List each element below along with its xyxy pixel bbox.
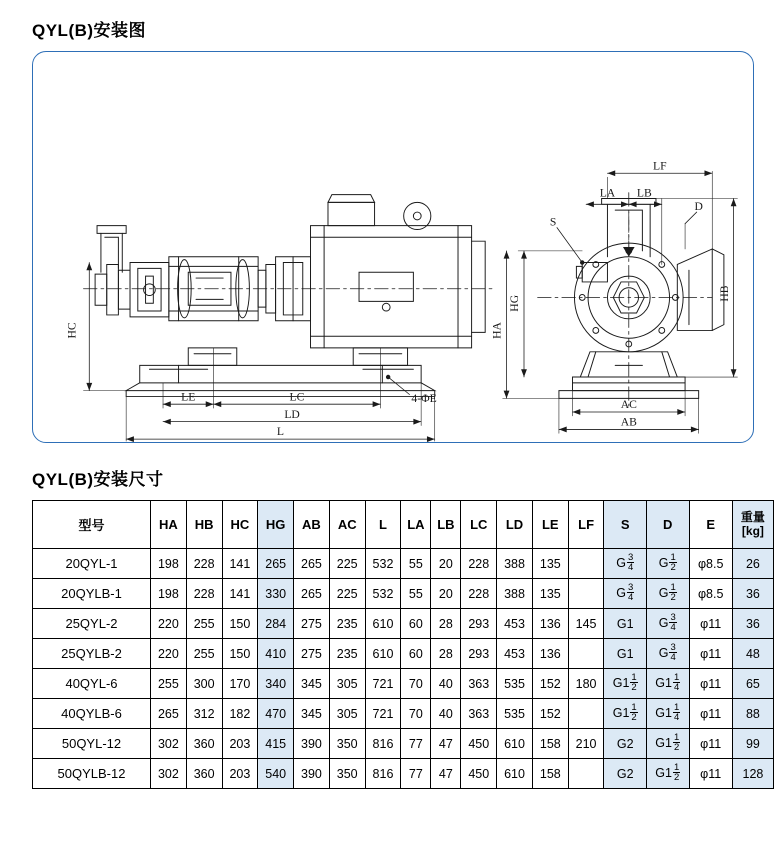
cell-lf [568, 699, 604, 729]
cell-hg: 330 [258, 579, 294, 609]
label-hc: HC [65, 322, 79, 339]
cell-d: G $\frac{3}{4}$ [646, 609, 689, 639]
cell-ac: 305 [329, 699, 365, 729]
cell-model: 25QYL-2 [33, 609, 151, 639]
label-ld: LD [284, 407, 300, 421]
cell-d: G1 $\frac{1}{2}$ [646, 729, 689, 759]
cell-ac: 235 [329, 609, 365, 639]
cell-lc: 363 [461, 669, 497, 699]
cell-hg: 470 [258, 699, 294, 729]
cell-l: 532 [365, 549, 401, 579]
table-row [33, 729, 774, 759]
cell-ha: 302 [151, 759, 187, 789]
table-row [33, 609, 774, 639]
cell-model: 50QYL-12 [33, 729, 151, 759]
installation-drawing-svg [33, 52, 753, 442]
cell-ha: 220 [151, 639, 187, 669]
col-header-weight [732, 501, 773, 549]
cell-ld: 388 [497, 579, 533, 609]
cell-hb: 228 [186, 549, 222, 579]
cell-model: 20QYL-1 [33, 549, 151, 579]
cell-l: 816 [365, 729, 401, 759]
cell-weight: 128 [732, 759, 773, 789]
col-header-lf: LF [568, 501, 604, 549]
cell-ac: 350 [329, 759, 365, 789]
col-header-model: 型号 [33, 501, 151, 549]
label-lb: LB [636, 186, 652, 200]
cell-ha: 198 [151, 579, 187, 609]
cell-hg: 410 [258, 639, 294, 669]
cell-ab: 345 [294, 699, 330, 729]
cell-e: φ8.5 [689, 549, 732, 579]
cell-lc: 363 [461, 699, 497, 729]
table-section-title: QYL(B)安装尺寸 [32, 470, 164, 489]
cell-hg: 415 [258, 729, 294, 759]
cell-hc: 141 [222, 549, 258, 579]
cell-hg: 284 [258, 609, 294, 639]
cell-la: 55 [401, 579, 431, 609]
table-row [33, 579, 774, 609]
cell-ld: 388 [497, 549, 533, 579]
cell-s: G2 [604, 759, 647, 789]
cell-ab: 275 [294, 639, 330, 669]
cell-ha: 220 [151, 609, 187, 639]
cell-hg: 340 [258, 669, 294, 699]
table-row [33, 669, 774, 699]
cell-lb: 20 [431, 549, 461, 579]
table-row [33, 549, 774, 579]
label-ab: AB [620, 415, 637, 429]
cell-lf: 210 [568, 729, 604, 759]
cell-hc: 150 [222, 609, 258, 639]
cell-ac: 225 [329, 579, 365, 609]
cell-model: 40QYL-6 [33, 669, 151, 699]
cell-d: G1 $\frac{1}{2}$ [646, 759, 689, 789]
cell-lb: 47 [431, 759, 461, 789]
col-header-ab: AB [294, 501, 330, 549]
col-header-lb: LB [431, 501, 461, 549]
label-le: LE [181, 390, 196, 404]
cell-lb: 20 [431, 579, 461, 609]
cell-ac: 305 [329, 669, 365, 699]
cell-lb: 28 [431, 639, 461, 669]
cell-lf: 145 [568, 609, 604, 639]
cell-ac: 350 [329, 729, 365, 759]
cell-lb: 47 [431, 729, 461, 759]
installation-drawing-panel [32, 51, 754, 443]
cell-hc: 141 [222, 579, 258, 609]
label-hb: HB [717, 285, 731, 302]
table-body [33, 549, 774, 789]
cell-lf [568, 549, 604, 579]
cell-hc: 170 [222, 669, 258, 699]
cell-d: G1 $\frac{1}{4}$ [646, 699, 689, 729]
label-d: D [694, 200, 703, 214]
cell-hb: 300 [186, 669, 222, 699]
cell-hc: 182 [222, 699, 258, 729]
cell-hc: 150 [222, 639, 258, 669]
table-row [33, 699, 774, 729]
cell-l: 816 [365, 759, 401, 789]
weight-header-line1: 重量 [740, 509, 765, 524]
cell-lf [568, 759, 604, 789]
cell-e: φ8.5 [689, 579, 732, 609]
cell-hg: 265 [258, 549, 294, 579]
cell-hb: 312 [186, 699, 222, 729]
col-header-s: S [604, 501, 647, 549]
cell-lf: 180 [568, 669, 604, 699]
cell-e: φ11 [689, 759, 732, 789]
cell-la: 60 [401, 639, 431, 669]
label-4-phi-e: 4-ΦE [411, 392, 437, 406]
cell-ld: 610 [497, 759, 533, 789]
cell-lb: 40 [431, 699, 461, 729]
cell-ab: 265 [294, 579, 330, 609]
cell-s: G1 [604, 609, 647, 639]
cell-ab: 265 [294, 549, 330, 579]
weight-header-line2: [kg] [741, 523, 764, 538]
cell-s: G $\frac{3}{4}$ [604, 549, 647, 579]
cell-lc: 228 [461, 549, 497, 579]
cell-s: G1 $\frac{1}{2}$ [604, 699, 647, 729]
cell-s: G $\frac{3}{4}$ [604, 579, 647, 609]
cell-ac: 225 [329, 549, 365, 579]
cell-ha: 265 [151, 699, 187, 729]
cell-ha: 255 [151, 669, 187, 699]
cell-lc: 293 [461, 639, 497, 669]
cell-weight: 48 [732, 639, 773, 669]
cell-le: 152 [532, 699, 568, 729]
cell-le: 136 [532, 639, 568, 669]
col-header-hb: HB [186, 501, 222, 549]
label-lc: LC [289, 390, 305, 404]
cell-weight: 26 [732, 549, 773, 579]
label-s: S [549, 215, 557, 229]
cell-la: 77 [401, 759, 431, 789]
cell-ha: 302 [151, 729, 187, 759]
col-header-hg: HG [258, 501, 294, 549]
cell-la: 55 [401, 549, 431, 579]
col-header-ld: LD [497, 501, 533, 549]
cell-l: 610 [365, 609, 401, 639]
col-header-lc: LC [461, 501, 497, 549]
cell-e: φ11 [689, 609, 732, 639]
page-root [0, 16, 780, 843]
table-header-row [33, 501, 774, 549]
installation-dimensions-table [32, 500, 774, 789]
col-header-e: E [689, 501, 732, 549]
cell-l: 721 [365, 669, 401, 699]
cell-e: φ11 [689, 699, 732, 729]
cell-ld: 610 [497, 729, 533, 759]
cell-ab: 390 [294, 729, 330, 759]
col-header-la: LA [401, 501, 431, 549]
cell-l: 721 [365, 699, 401, 729]
cell-hg: 540 [258, 759, 294, 789]
cell-ab: 390 [294, 759, 330, 789]
cell-le: 135 [532, 549, 568, 579]
cell-lb: 28 [431, 609, 461, 639]
cell-model: 40QYLB-6 [33, 699, 151, 729]
cell-model: 20QYLB-1 [33, 579, 151, 609]
cell-hb: 255 [186, 609, 222, 639]
cell-weight: 36 [732, 579, 773, 609]
col-header-ac: AC [329, 501, 365, 549]
cell-lf [568, 579, 604, 609]
cell-le: 152 [532, 669, 568, 699]
cell-model: 25QYLB-2 [33, 639, 151, 669]
cell-le: 135 [532, 579, 568, 609]
cell-ac: 235 [329, 639, 365, 669]
cell-s: G2 [604, 729, 647, 759]
cell-l: 610 [365, 639, 401, 669]
cell-e: φ11 [689, 639, 732, 669]
cell-weight: 36 [732, 609, 773, 639]
cell-la: 70 [401, 699, 431, 729]
col-header-hc: HC [222, 501, 258, 549]
cell-lc: 228 [461, 579, 497, 609]
drawing-section-title: QYL(B)安装图 [32, 21, 147, 40]
cell-ld: 453 [497, 609, 533, 639]
cell-le: 158 [532, 729, 568, 759]
cell-e: φ11 [689, 669, 732, 699]
label-ac: AC [620, 398, 637, 412]
cell-le: 158 [532, 759, 568, 789]
cell-la: 77 [401, 729, 431, 759]
label-la: LA [599, 186, 616, 200]
label-lf: LF [653, 159, 667, 173]
cell-weight: 99 [732, 729, 773, 759]
cell-d: G $\frac{3}{4}$ [646, 639, 689, 669]
cell-hb: 360 [186, 759, 222, 789]
label-l: L [276, 425, 284, 439]
cell-lb: 40 [431, 669, 461, 699]
table-header [33, 501, 774, 549]
cell-e: φ11 [689, 729, 732, 759]
cell-ld: 535 [497, 699, 533, 729]
label-hg: HG [508, 294, 522, 312]
cell-ab: 345 [294, 669, 330, 699]
cell-la: 60 [401, 609, 431, 639]
cell-ab: 275 [294, 609, 330, 639]
label-ha: HA [490, 322, 504, 339]
cell-lc: 293 [461, 609, 497, 639]
cell-ld: 453 [497, 639, 533, 669]
cell-weight: 65 [732, 669, 773, 699]
cell-l: 532 [365, 579, 401, 609]
table-row [33, 639, 774, 669]
cell-model: 50QYLB-12 [33, 759, 151, 789]
cell-hb: 228 [186, 579, 222, 609]
cell-hb: 360 [186, 729, 222, 759]
cell-le: 136 [532, 609, 568, 639]
cell-hc: 203 [222, 729, 258, 759]
col-header-l: L [365, 501, 401, 549]
col-header-ha: HA [151, 501, 187, 549]
cell-lc: 450 [461, 759, 497, 789]
cell-s: G1 [604, 639, 647, 669]
cell-lc: 450 [461, 729, 497, 759]
cell-ld: 535 [497, 669, 533, 699]
cell-s: G1 $\frac{1}{2}$ [604, 669, 647, 699]
cell-lf [568, 639, 604, 669]
col-header-d: D [646, 501, 689, 549]
cell-d: G $\frac{1}{2}$ [646, 579, 689, 609]
cell-hb: 255 [186, 639, 222, 669]
col-header-le: LE [532, 501, 568, 549]
table-row [33, 759, 774, 789]
cell-d: G $\frac{1}{2}$ [646, 549, 689, 579]
cell-d: G1 $\frac{1}{4}$ [646, 669, 689, 699]
cell-ha: 198 [151, 549, 187, 579]
cell-weight: 88 [732, 699, 773, 729]
cell-hc: 203 [222, 759, 258, 789]
cell-la: 70 [401, 669, 431, 699]
